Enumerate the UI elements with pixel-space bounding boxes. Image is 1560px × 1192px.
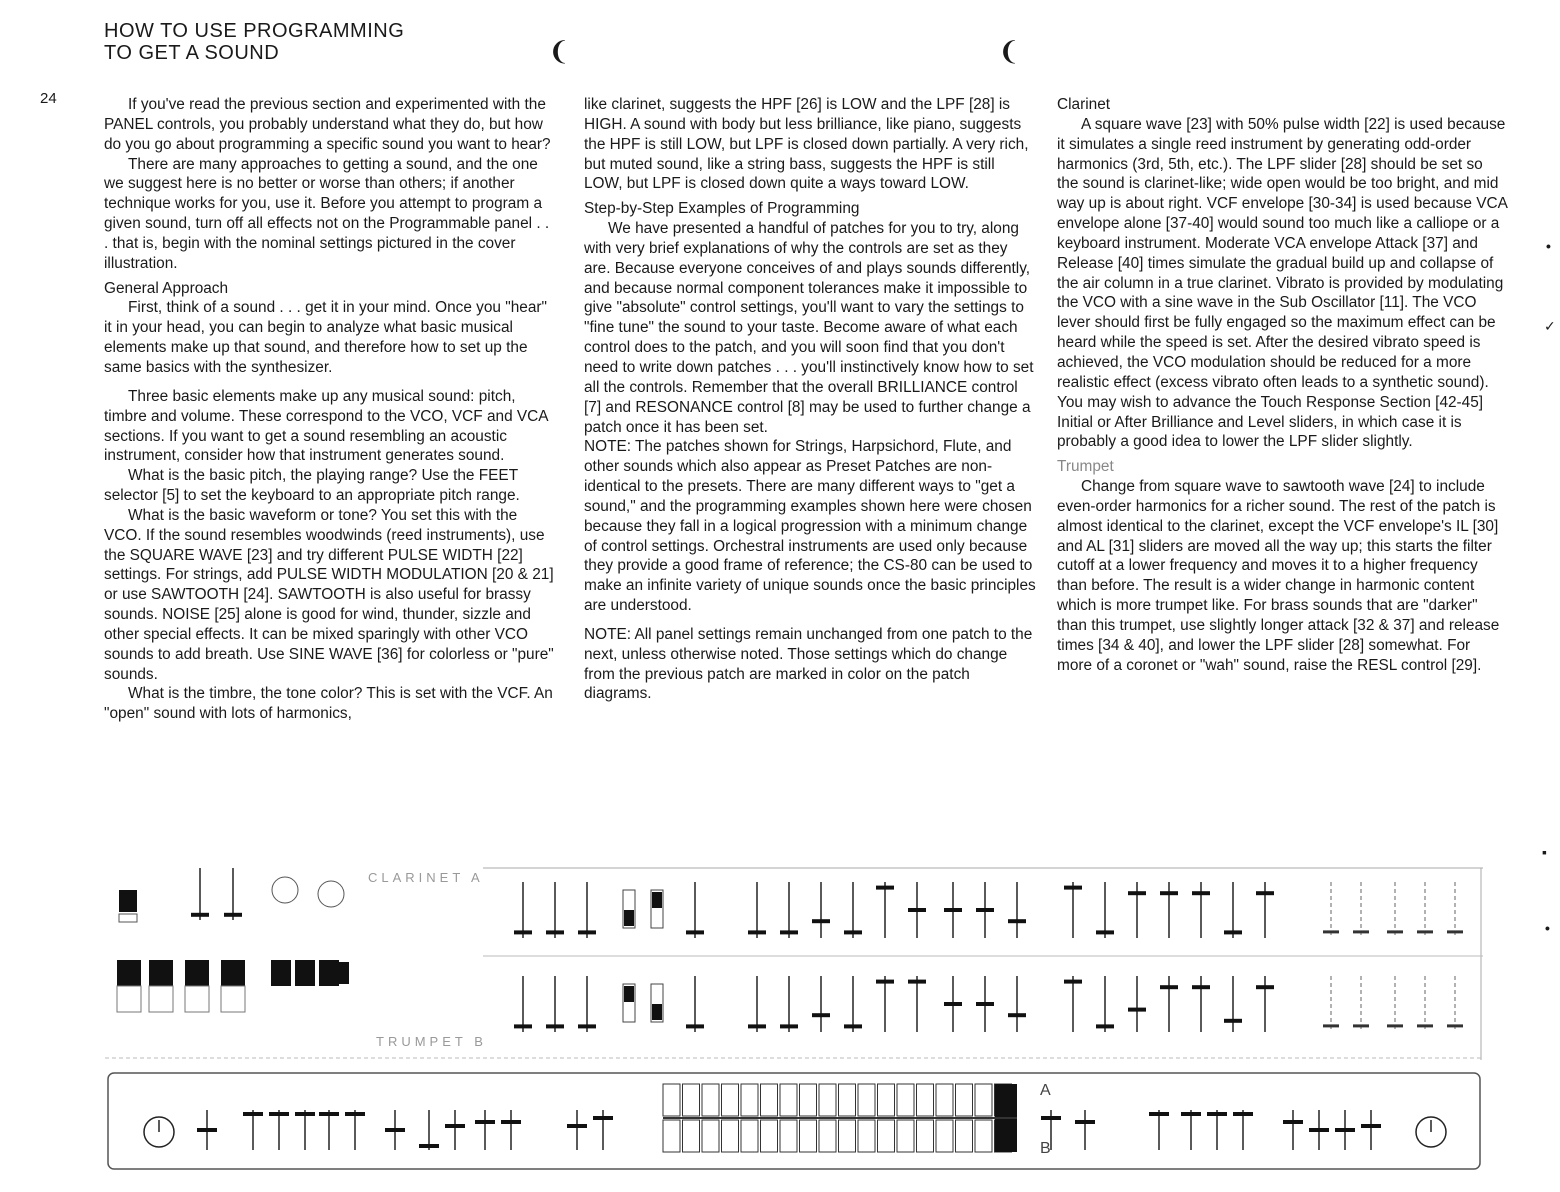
- slider-knob: [546, 1024, 564, 1028]
- paragraph: If you've read the previous section and experimented with the PANEL controls, you probably understand what they do, but how do you go about programming a specific sound you want to hear?: [104, 96, 551, 153]
- tone-selector-button: [683, 1084, 700, 1116]
- slider-knob: [1192, 985, 1210, 989]
- slider-knob: [1417, 1024, 1433, 1027]
- panel-slider-knob: [345, 1112, 365, 1116]
- switch-icon: [185, 986, 209, 1012]
- tone-selector-button: [683, 1120, 700, 1152]
- slider-knob: [1417, 930, 1433, 933]
- slider-knob: [191, 913, 209, 917]
- tick-mark-icon: ✓: [1544, 318, 1556, 334]
- slider-knob: [514, 1024, 532, 1028]
- panel-slider-knob: [1335, 1128, 1355, 1132]
- panel-a-label: A: [1040, 1082, 1051, 1099]
- tone-selector-button: [761, 1120, 778, 1152]
- tone-selector-button: [917, 1120, 934, 1152]
- slider-knob: [944, 1002, 962, 1006]
- tone-selector-button: [858, 1084, 875, 1116]
- tone-selector-button: [702, 1120, 719, 1152]
- switch-icon: [295, 960, 315, 986]
- slider-knob: [976, 908, 994, 912]
- patch-b-label: TRUMPET B: [376, 1034, 487, 1049]
- paragraph: First, think of a sound . . . get it in your mind. Once you "hear" it in your head, you can begin to analyze what basic musical elements make up that sound, and therefore how to set up the same basics with the synthesizer.: [104, 299, 547, 376]
- slider-knob: [1323, 1024, 1339, 1027]
- heading-line-2: TO GET A SOUND: [104, 42, 280, 64]
- tone-selector-button: [722, 1120, 739, 1152]
- slider-knob: [944, 908, 962, 912]
- tone-selector-button: [819, 1120, 836, 1152]
- waveform-switch: [652, 1004, 662, 1020]
- switch-icon: [221, 986, 245, 1012]
- panel-slider-knob: [319, 1112, 339, 1116]
- slider-knob: [546, 930, 564, 934]
- tone-selector-button: [663, 1120, 680, 1152]
- note-paragraph: NOTE: All panel settings remain unchanged from one patch to the next, unless otherwise noted. Those settings which do change from the previous patch are marked in color on the patch diagrams.: [584, 625, 1033, 703]
- panel-slider-knob: [445, 1124, 465, 1128]
- panel-slider-knob: [567, 1124, 587, 1128]
- registration-mark-icon: ❨: [998, 36, 1020, 66]
- tone-selector-button: [722, 1084, 739, 1116]
- subheading-clarinet: Clarinet: [1057, 96, 1111, 113]
- slider-knob: [780, 1024, 798, 1028]
- panel-slider-knob: [501, 1120, 521, 1124]
- tone-selector-button: [741, 1120, 758, 1152]
- panel-slider-knob: [475, 1120, 495, 1124]
- panel-slider-knob: [1309, 1128, 1329, 1132]
- slider-knob: [1160, 985, 1178, 989]
- dot-mark-icon: •: [1546, 238, 1551, 254]
- switch-icon: [119, 890, 137, 912]
- tone-selector-button: [800, 1084, 817, 1116]
- slider-knob: [1008, 1013, 1026, 1017]
- slider-knob: [1192, 891, 1210, 895]
- panel-slider-knob: [197, 1128, 217, 1132]
- subheading-trumpet: Trumpet: [1057, 458, 1114, 476]
- tone-selector-button: [761, 1084, 778, 1116]
- slider-knob: [876, 886, 894, 890]
- tone-selector-button: [663, 1084, 680, 1116]
- switch-icon: [117, 986, 141, 1012]
- paragraph: like clarinet, suggests the HPF [26] is LOW and the LPF [28] is HIGH. A sound with body but less brilliance, like piano, suggests the HPF is still LOW, but LPF is closed down partially. A very rich, but muted sound, like a string bass, suggests the HPF is still LOW, but LPF is closed down quite a ways toward LOW.: [584, 96, 1029, 193]
- slider-knob: [1447, 930, 1463, 933]
- panel-slider-knob: [1207, 1112, 1227, 1116]
- slider-knob: [1096, 1024, 1114, 1028]
- slider-knob: [812, 1013, 830, 1017]
- slider-knob: [1353, 1024, 1369, 1027]
- tone-selector-button: [741, 1084, 758, 1116]
- slider-knob: [1256, 985, 1274, 989]
- tone-selector-button: [702, 1084, 719, 1116]
- paragraph: There are many approaches to getting a sound, and the one we suggest here is no better or worse than others; if another technique works for you, use it. Before you attempt to program a given sound, turn off all effects not on the Programmable panel . . . that is, begin with the nominal settings pictured in the cover illustration.: [104, 155, 550, 272]
- switch-icon: [221, 960, 245, 986]
- note-paragraph: NOTE: The patches shown for Strings, Harpsichord, Flute, and other sounds which also appear as Preset Patches are non-identical to the presets. There are many different ways to "get a sound," and the programming examples shown here were chosen because they fall in a logical progression with a minimum change of control settings. Orchestral instruments are used only because they provide a good frame of reference; the CS-80 can be used to make an infinite variety of unique sounds once the basic principles are understood.: [584, 438, 1036, 615]
- slider-knob: [1128, 1008, 1146, 1012]
- panel-slider-knob: [593, 1116, 613, 1120]
- slider-knob: [908, 980, 926, 984]
- slider-knob: [748, 930, 766, 934]
- slider-knob: [876, 980, 894, 984]
- switch-icon: [117, 960, 141, 986]
- tone-selector-button: [956, 1120, 973, 1152]
- slider-knob: [844, 1024, 862, 1028]
- slider-knob: [812, 919, 830, 923]
- panel-slider-knob: [1361, 1124, 1381, 1128]
- paragraph: Three basic elements make up any musical sound: pitch, timbre and volume. These correspond to the VCO, VCF and VCA sections. If you want to get a sound resembling an acoustic instrument, consider how that instrument generates sound.: [104, 387, 548, 465]
- tone-selector-button: [780, 1084, 797, 1116]
- tone-selector-button: [780, 1120, 797, 1152]
- slider-knob: [844, 930, 862, 934]
- slider-knob: [748, 1024, 766, 1028]
- text-column-3: [1057, 95, 1507, 675]
- panel-slider-knob: [1075, 1120, 1095, 1124]
- tone-selector-button: [936, 1120, 953, 1152]
- knob-icon: [318, 881, 344, 907]
- page-number: 24: [40, 90, 57, 107]
- slider-knob: [1096, 930, 1114, 934]
- tone-selector-button: [897, 1084, 914, 1116]
- panel-slider-knob: [1283, 1120, 1303, 1124]
- slider-knob: [1064, 980, 1082, 984]
- tone-selector-button: [878, 1084, 895, 1116]
- slider-knob: [1224, 930, 1242, 934]
- knob-icon: [272, 877, 298, 903]
- patch-left-controls: [117, 868, 349, 1012]
- paragraph: We have presented a handful of patches for you to try, along with very brief explanations of why the controls are set as they are. Because everyone conceives of and plays sounds differently, and because normal component tolerances make it impossible to give "absolute" control settings, you'll want to vary the settings to "fine tune" the sound to your taste. Become aware of what each control does to the patch, and you will soon find that you don't need to write down patches . . . you'll instinctively know how to set all the controls. Remember that the overall BRILLIANCE control [7] and RESONANCE control [8] may be used to further change a patch once it has been set.: [584, 220, 1034, 436]
- slider-knob: [1224, 1019, 1242, 1023]
- slider-knob: [224, 913, 242, 917]
- panel-slider-knob: [269, 1112, 289, 1116]
- patch-slider-rows: [514, 882, 1463, 1032]
- slider-knob: [1128, 891, 1146, 895]
- panel-slider-knob: [1181, 1112, 1201, 1116]
- waveform-switch: [624, 986, 634, 1002]
- tone-selector-button: [956, 1084, 973, 1116]
- paragraph: What is the basic waveform or tone? You set this with the VCO. If the sound resembles woodwinds (reed instruments), use the SQUARE WAVE [23] and try different PULSE WIDTH [22] settings. For strings, add PULSE WIDTH MODULATION [20 & 21] or use SAWTOOTH [24]. SAWTOOTH is also useful for brassy sounds. NOISE [25] alone is good for wind, thunder, sizzle and other special effects. It can be mixed sparingly with other VCO sounds to add breath. Use SINE WAVE [36] for colorless or "pure" sounds.: [104, 506, 554, 683]
- slider-knob: [1008, 919, 1026, 923]
- switch-icon: [271, 960, 291, 986]
- patch-diagram: [105, 860, 1483, 1060]
- tone-selector-button: [975, 1120, 992, 1152]
- slider-knob: [686, 930, 704, 934]
- tone-selector-button: [917, 1084, 934, 1116]
- slider-knob: [1064, 886, 1082, 890]
- heading-line-1: HOW TO USE PROGRAMMING: [104, 20, 405, 42]
- slider-knob: [578, 1024, 596, 1028]
- switch-icon: [149, 986, 173, 1012]
- paragraph: Change from square wave to sawtooth wave [24] to include even-order harmonics for a richer sound. The rest of the patch is almost identical to the clarinet, except the VCF envelope's IL [30] and AL [31] sliders are moved all the way up; this starts the filter cutoff at a lower frequency and moves it to a higher frequency than before. The result is a wider change in harmonic content which is more trumpet like. For brass sounds that are "darker" than this trumpet, use slightly longer attack [32 & 37] and release times [34 & 40], and lower the LPF slider [28] somewhat. For more of a coronet or "wah" sound, raise the RESL control [29].: [1057, 478, 1500, 674]
- slider-knob: [908, 908, 926, 912]
- slider-knob: [1160, 891, 1178, 895]
- page-heading: [104, 20, 404, 64]
- panel-slider-knob: [1041, 1116, 1061, 1120]
- panel-slider-knob: [419, 1144, 439, 1148]
- subheading-step-by-step: Step-by-Step Examples of Programming: [584, 200, 860, 218]
- tone-selector-button: [897, 1120, 914, 1152]
- slider-knob: [578, 930, 596, 934]
- tone-selector-button: [839, 1084, 856, 1116]
- slider-knob: [780, 930, 798, 934]
- registration-mark-icon: ❨: [548, 36, 570, 66]
- slider-knob: [1323, 930, 1339, 933]
- slider-knob: [1353, 930, 1369, 933]
- tone-selector-buttons: [663, 1084, 1017, 1152]
- paragraph: What is the basic pitch, the playing range? Use the FEET selector [5] to set the keyboard to an appropriate pitch range.: [104, 467, 520, 505]
- subheading-general-approach: General Approach: [104, 279, 229, 297]
- dot-mark-icon: •: [1545, 920, 1550, 936]
- paragraph: A square wave [23] with 50% pulse width [22] is used because it simulates a single reed instrument by generating odd-order harmonics (3rd, 5th, etc.). The LPF slider [28] should be set so the sound is clarinet-like; wide open would be too bright, and mid way up is about right. VCF envelope [30-34] is used because VCA envelope alone [37-40] would sound too much like a calliope or a keyboard instrument. Moderate VCA envelope Attack [37] and Release [40] times simulate the gradual build up and collapse of the air column in a true clarinet. Vibrato is provided by modulating the VCO with a sine wave in the Sub Oscillator [11]. The VCO lever should first be fully engaged so the maximum effect can be heard while the speed is set. After the desired vibrato speed is achieved, the VCO modulation should be reduced for a more realistic effect (excess vibrato often leads to a synthetic sound). You may wish to advance the Touch Response Section [42-45] Initial or After Brilliance and Level sliders, in which case it is probably a good idea to lower the LPF slider slightly.: [1057, 115, 1508, 451]
- tone-selector-button: [858, 1120, 875, 1152]
- switch-icon: [149, 960, 173, 986]
- slider-knob: [1447, 1024, 1463, 1027]
- waveform-switch: [624, 910, 634, 926]
- panel-controls: [144, 1084, 1446, 1152]
- slider-knob: [1387, 930, 1403, 933]
- tone-selector-button: [839, 1120, 856, 1152]
- panel-slider-knob: [1233, 1112, 1253, 1116]
- panel-slider-knob: [1149, 1112, 1169, 1116]
- text-column-1: [104, 95, 556, 724]
- panel-slider-knob: [385, 1128, 405, 1132]
- slider-knob: [976, 1002, 994, 1006]
- panel-slider-knob: [243, 1112, 263, 1116]
- waveform-switch: [652, 892, 662, 908]
- panel-slider-knob: [295, 1112, 315, 1116]
- dot-mark-icon: ▪: [1542, 844, 1547, 860]
- switch-icon: [335, 962, 349, 984]
- tone-selector-button: [819, 1084, 836, 1116]
- tone-selector-button: [936, 1084, 953, 1116]
- switch-icon: [119, 914, 137, 922]
- switch-icon: [185, 960, 209, 986]
- patch-a-label: CLARINET A: [368, 870, 484, 885]
- text-column-2: [584, 95, 1036, 704]
- tone-selector-button: [878, 1120, 895, 1152]
- paragraph: What is the timbre, the tone color? This is set with the VCF. An "open" sound with lots of harmonics,: [104, 685, 553, 723]
- tone-selector-button: [800, 1120, 817, 1152]
- slider-knob: [514, 930, 532, 934]
- tone-selector-button: [975, 1084, 992, 1116]
- slider-knob: [1387, 1024, 1403, 1027]
- slider-knob: [1256, 891, 1274, 895]
- panel-b-label: B: [1040, 1140, 1051, 1157]
- slider-knob: [686, 1024, 704, 1028]
- panel-diagram: [107, 1072, 1481, 1172]
